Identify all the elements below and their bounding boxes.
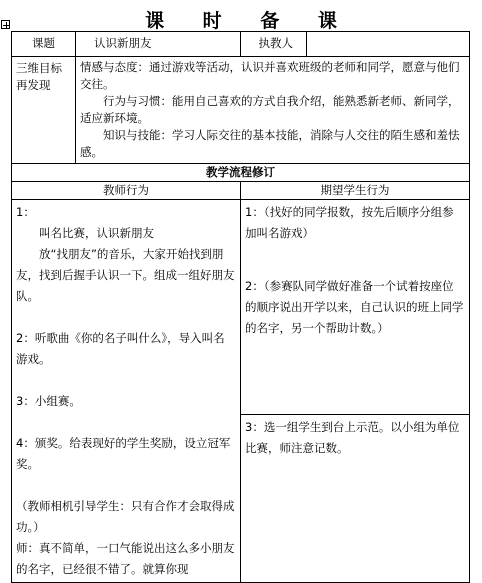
- goal-knowledge: 知识与技能：学习人际交往的基本技能，消除与人交往的陌生感和羞怯感。: [80, 128, 460, 159]
- section-title: 教学流程修订: [12, 164, 470, 182]
- student-actions: [241, 200, 470, 583]
- topic-label: 课题: [12, 32, 76, 57]
- teacher-value: [307, 32, 470, 57]
- column-header-row: [12, 182, 470, 200]
- goals-row: [12, 57, 470, 164]
- student-step-2: 2：（参赛队同学做好准备一个试着按座位的顺序说出开学以来，自己认识的班上同学的名字，另一个帮助计数。）: [245, 279, 464, 335]
- goal-behavior: 行为与习惯：能用自己喜欢的方式自我介绍，能熟悉新老师、新同学，适应新环境。: [80, 94, 460, 125]
- topic-value: 认识新朋友: [76, 32, 241, 57]
- student-step-1: 1：（找好的同学报数，按先后顺序分组参加叫名游戏）: [245, 205, 454, 240]
- teacher-step-3: 3：小组赛。: [16, 394, 81, 408]
- goals-content: [76, 57, 470, 164]
- col-header-teacher: 教师行为: [12, 182, 241, 200]
- section-title-row: [12, 164, 470, 182]
- goals-label-line1: 三维目标: [16, 61, 62, 75]
- col-header-student: 期望学生行为: [241, 182, 470, 200]
- flow-content-row: [12, 200, 470, 583]
- goals-label: [12, 57, 76, 164]
- teacher-step-6: 师：真不简单，一口气能说出这么多小朋友的名字，已经很不错了。就算你现: [16, 541, 235, 576]
- teacher-actions: [12, 200, 241, 583]
- teacher-step-2: 2：听歌曲《你的名子叫什么》，导入叫名游戏。: [16, 331, 225, 366]
- teacher-label: 执教人: [255, 32, 307, 57]
- teacher-step-4: 4：颁奖。给表现好的学生奖励，设立冠军奖。: [16, 436, 231, 471]
- table-move-handle-icon[interactable]: [1, 20, 10, 29]
- teacher-step-1-body: 放“找朋友”的音乐，大家开始找到朋友，找到后握手认识一下。组成一组好朋友队。: [16, 247, 235, 303]
- teacher-step-1-num: 1：: [16, 205, 35, 219]
- lesson-plan-table: [11, 31, 470, 583]
- student-step-3: 3：选一组学生到台上示范。以小组为单位比赛，师注意记数。: [245, 420, 460, 455]
- document-title: 课 时 备 课: [145, 10, 353, 32]
- student-block-1: [241, 200, 469, 414]
- goals-label-line2: 再发现: [16, 78, 51, 92]
- teacher-step-1-title: 叫名比赛，认识新朋友: [39, 226, 154, 240]
- goal-emotion: 情感与态度：通过游戏等活动，认识并喜欢班级的老师和同学，愿意与他们交往。: [80, 60, 460, 91]
- topic-row: [12, 32, 470, 57]
- spacer-cell: [241, 32, 255, 57]
- teacher-step-5: （教师相机引导学生：只有合作才会取得成功。）: [16, 499, 235, 534]
- student-block-2: [241, 414, 469, 461]
